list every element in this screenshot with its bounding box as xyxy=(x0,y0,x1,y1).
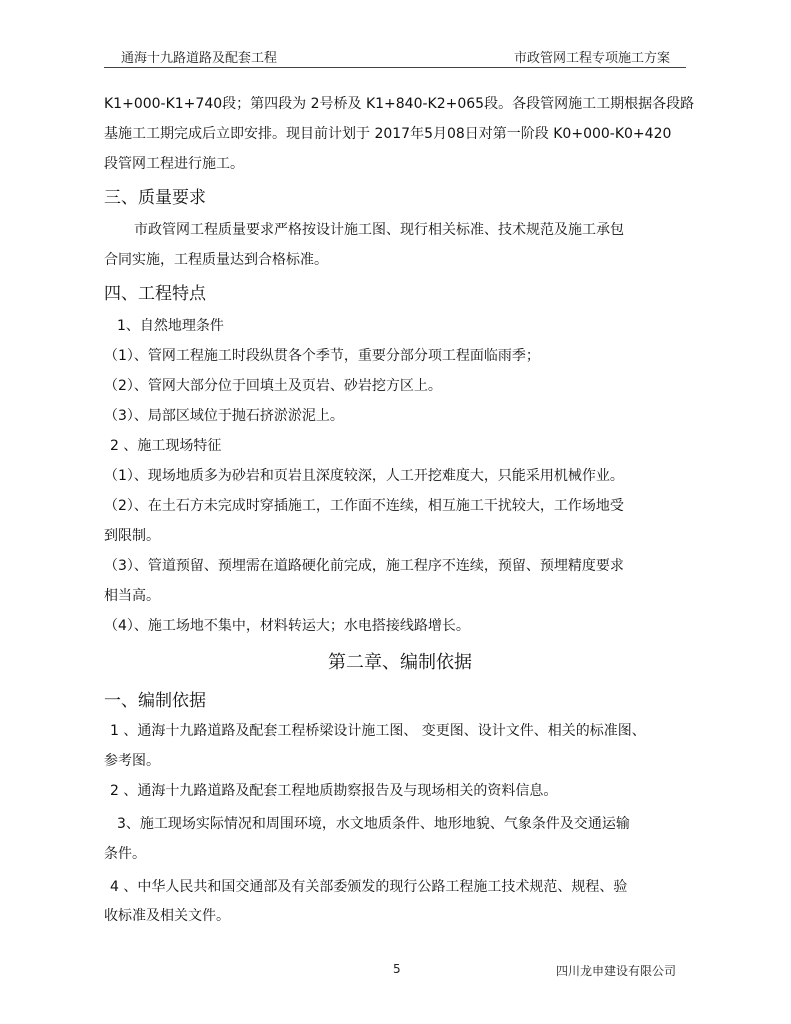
paragraph-line: 段管网工程进行施工。 xyxy=(104,156,244,172)
list-item: 4 、中华人民共和国交通部及有关部委颁发的现行公路工程施工技术规范、规程、验 xyxy=(110,879,628,895)
header-right-title: 市政管网工程专项施工方案 xyxy=(514,51,671,66)
list-item: （4）、施工场地不集中，材料转运大；水电搭接线路增长。 xyxy=(104,618,470,634)
chapter-title: 第二章、编制依据 xyxy=(328,652,472,673)
page-number: 5 xyxy=(393,962,401,976)
list-item-continuation: 条件。 xyxy=(104,846,146,862)
list-item-continuation: 参考图。 xyxy=(104,753,160,769)
subsection-heading: 1、自然地理条件 xyxy=(117,318,224,334)
list-item-continuation: 相当高。 xyxy=(104,588,160,604)
list-item: （2）、在土石方未完成时穿插施工，工作面不连续，相互施工干扰较大，工作场地受 xyxy=(104,498,624,514)
list-item: （2）、管网大部分位于回填土及页岩、砂岩挖方区上。 xyxy=(104,378,442,394)
section-heading-basis: 一、编制依据 xyxy=(104,691,206,711)
list-item-continuation: 收标准及相关文件。 xyxy=(104,908,230,924)
header-divider xyxy=(104,67,686,68)
section-heading-quality: 三、质量要求 xyxy=(104,188,206,208)
list-item: （3）、管道预留、预埋需在道路硬化前完成，施工程序不连续，预留、预埋精度要求 xyxy=(104,558,624,574)
subsection-heading: 2 、施工现场特征 xyxy=(110,438,222,454)
list-item: 1 、通海十九路道路及配套工程桥梁设计施工图、 变更图、设计文件、相关的标准图、 xyxy=(110,723,646,739)
list-item: （3）、局部区域位于抛石挤淤淤泥上。 xyxy=(104,408,344,424)
header-left-title: 通海十九路道路及配套工程 xyxy=(121,51,278,66)
paragraph-line: 合同实施，工程质量达到合格标准。 xyxy=(104,252,328,268)
section-heading-features: 四、工程特点 xyxy=(104,284,206,304)
paragraph-line: K1+000-K1+740段；第四段为 2号桥及 K1+840-K2+065段。各段管网施工工期根据各段路 xyxy=(104,96,695,112)
paragraph-line: 市政管网工程质量要求严格按设计施工图、现行相关标准、技术规范及施工承包 xyxy=(134,222,624,238)
list-item: （1）、管网工程施工时段纵贯各个季节，重要分部分项工程面临雨季； xyxy=(104,348,540,364)
list-item: 3、施工现场实际情况和周围环境，水文地质条件、地形地貌、气象条件及交通运输 xyxy=(117,816,630,832)
company-name: 四川龙申建设有限公司 xyxy=(556,964,677,978)
paragraph-line: 基施工工期完成后立即安排。现目前计划于 2017年5月08日对第一阶段 K0+000-K0+420 xyxy=(104,126,672,142)
list-item: 2 、通海十九路道路及配套工程地质勘察报告及与现场相关的资料信息。 xyxy=(110,783,558,799)
list-item-continuation: 到限制。 xyxy=(104,528,160,544)
list-item: （1）、现场地质多为砂岩和页岩且深度较深，人工开挖难度大，只能采用机械作业。 xyxy=(104,468,624,484)
